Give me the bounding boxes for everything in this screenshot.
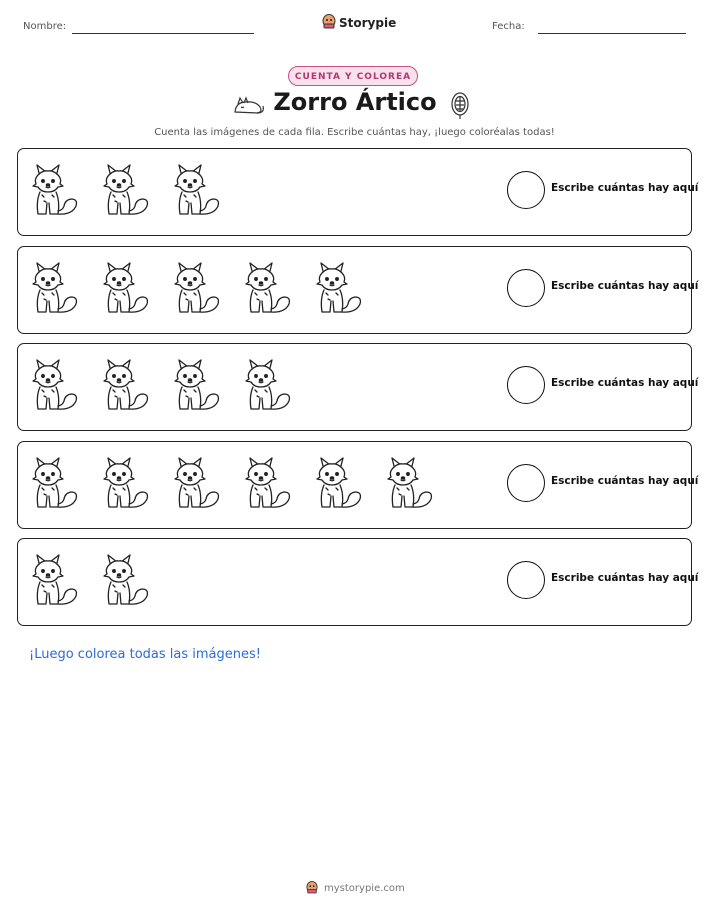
fox-group bbox=[28, 257, 383, 319]
arctic-fox-icon[interactable] bbox=[99, 257, 170, 319]
arctic-fox-icon[interactable] bbox=[241, 452, 312, 514]
arctic-fox-icon[interactable] bbox=[28, 159, 99, 221]
answer-circle[interactable] bbox=[507, 464, 545, 502]
arctic-fox-icon[interactable] bbox=[383, 452, 454, 514]
arctic-fox-icon[interactable] bbox=[28, 549, 99, 611]
counting-row bbox=[17, 148, 699, 236]
counting-row bbox=[17, 343, 699, 431]
answer-label: Escribe cuántas hay aquí bbox=[551, 572, 699, 584]
arctic-fox-icon[interactable] bbox=[241, 257, 312, 319]
counting-row bbox=[17, 246, 699, 334]
answer-label: Escribe cuántas hay aquí bbox=[551, 474, 699, 487]
date-line[interactable] bbox=[538, 33, 686, 34]
arctic-fox-icon[interactable] bbox=[170, 159, 241, 221]
footer-url: mystorypie.com bbox=[324, 883, 405, 894]
arctic-fox-icon[interactable] bbox=[99, 549, 170, 611]
answer-circle[interactable] bbox=[507, 269, 545, 307]
arctic-fox-icon[interactable] bbox=[312, 257, 383, 319]
arctic-fox-icon[interactable] bbox=[170, 452, 241, 514]
arctic-fox-icon[interactable] bbox=[170, 257, 241, 319]
fox-group bbox=[28, 159, 241, 221]
page-title: Zorro Ártico bbox=[273, 88, 437, 116]
brand-name: Storypie bbox=[339, 16, 397, 30]
answer-label: Escribe cuántas hay aquí bbox=[551, 279, 699, 292]
footer bbox=[306, 879, 405, 898]
sleeping-fox-icon bbox=[232, 94, 266, 120]
counting-row bbox=[17, 441, 699, 529]
brand bbox=[322, 13, 396, 33]
arctic-fox-icon[interactable] bbox=[28, 257, 99, 319]
arctic-fox-icon[interactable] bbox=[28, 354, 99, 416]
fox-group bbox=[28, 354, 312, 416]
answer-circle[interactable] bbox=[507, 171, 545, 209]
activity-badge: CUENTA Y COLOREA bbox=[288, 66, 418, 86]
arctic-fox-icon[interactable] bbox=[170, 354, 241, 416]
answer-circle[interactable] bbox=[507, 561, 545, 599]
coloring-instruction: ¡Luego colorea todas las imágenes! bbox=[29, 647, 261, 662]
date-label: Fecha: bbox=[492, 21, 525, 32]
fox-group bbox=[28, 549, 170, 611]
arctic-fox-icon[interactable] bbox=[28, 452, 99, 514]
arctic-fox-icon[interactable] bbox=[99, 452, 170, 514]
arctic-fox-icon[interactable] bbox=[241, 354, 312, 416]
name-line[interactable] bbox=[72, 33, 254, 34]
answer-label: Escribe cuántas hay aquí bbox=[551, 182, 699, 194]
fox-group bbox=[28, 452, 454, 514]
answer-label: Escribe cuántas hay aquí bbox=[551, 377, 699, 389]
answer-circle[interactable] bbox=[507, 366, 545, 404]
storypie-logo-icon bbox=[306, 879, 318, 898]
instructions-subtitle: Cuenta las imágenes de cada fila. Escribe cuántas hay, ¡luego coloréalas todas! bbox=[154, 127, 555, 138]
counting-row bbox=[17, 538, 699, 626]
name-label: Nombre: bbox=[23, 21, 67, 32]
arctic-fox-icon[interactable] bbox=[312, 452, 383, 514]
leaf-badge-icon bbox=[450, 92, 470, 124]
arctic-fox-icon[interactable] bbox=[99, 354, 170, 416]
storypie-logo-icon bbox=[322, 13, 336, 33]
arctic-fox-icon[interactable] bbox=[99, 159, 170, 221]
